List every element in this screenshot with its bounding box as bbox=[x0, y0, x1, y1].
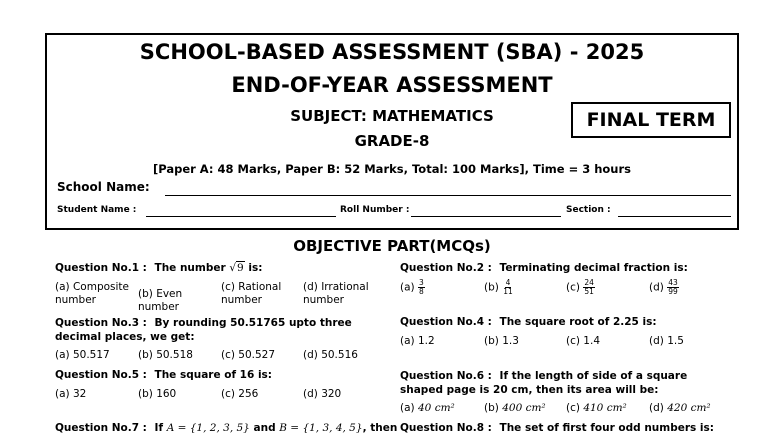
question-label: Question No.7 : bbox=[55, 422, 147, 434]
q5-option-c[interactable]: (c) 256 bbox=[221, 388, 259, 400]
roll-number-field[interactable] bbox=[411, 216, 561, 217]
q3-option-d[interactable]: (d) 50.516 bbox=[303, 349, 358, 361]
question-label: Question No.6 : bbox=[400, 370, 492, 382]
marks-line: [Paper A: 48 Marks, Paper B: 52 Marks, Total: 100 Marks], Time = 3 hours bbox=[152, 162, 632, 176]
student-name-label: Student Name : bbox=[57, 205, 137, 215]
school-name-field[interactable] bbox=[165, 195, 731, 196]
q4-option-a[interactable]: (a) 1.2 bbox=[400, 335, 435, 347]
option-prefix: (c) bbox=[566, 402, 580, 414]
q6-option-b[interactable] bbox=[484, 402, 546, 415]
question-text: , then bbox=[362, 422, 398, 434]
numerator: 24 bbox=[584, 278, 594, 287]
option-value: 420 bbox=[667, 402, 688, 414]
q3-option-b[interactable]: (b) 50.518 bbox=[138, 349, 193, 361]
question-text: Terminating decimal fraction is: bbox=[499, 262, 688, 274]
q1-option-b[interactable]: (b) Even number bbox=[138, 288, 183, 313]
option-value: 410 bbox=[583, 402, 604, 414]
question-4 bbox=[400, 316, 657, 328]
option-prefix: (b) bbox=[484, 402, 499, 414]
question-1 bbox=[55, 262, 262, 274]
question-text: The square root of 2.25 is: bbox=[499, 316, 657, 328]
fraction bbox=[667, 279, 679, 296]
option-prefix: (d) bbox=[649, 402, 664, 414]
question-label: Question No.1 : bbox=[55, 262, 147, 274]
question-text: If bbox=[154, 422, 164, 434]
question-text: The number bbox=[154, 262, 226, 274]
set-a: A = {1, 2, 3, 5} bbox=[166, 422, 250, 434]
q2-option-a[interactable] bbox=[400, 279, 425, 296]
question-label: Question No.8 : bbox=[400, 422, 492, 434]
denominator: 11 bbox=[503, 287, 513, 296]
question-label: Question No.2 : bbox=[400, 262, 492, 274]
option-unit: cm² bbox=[690, 402, 711, 414]
q1-option-a[interactable]: (a) Composite number bbox=[55, 281, 130, 306]
fraction bbox=[418, 279, 425, 296]
q2-option-b[interactable] bbox=[484, 279, 514, 296]
student-name-field[interactable] bbox=[146, 216, 336, 217]
sqrt-expression: √9 bbox=[229, 262, 244, 274]
section-field[interactable] bbox=[618, 216, 731, 217]
question-8 bbox=[400, 422, 714, 434]
q5-option-b[interactable]: (b) 160 bbox=[138, 388, 177, 400]
option-value: 400 bbox=[502, 402, 523, 414]
option-prefix: (d) bbox=[649, 281, 664, 294]
q4-option-d[interactable]: (d) 1.5 bbox=[649, 335, 684, 347]
fraction bbox=[502, 279, 514, 296]
section-label: Section : bbox=[566, 205, 611, 215]
q5-option-a[interactable]: (a) 32 bbox=[55, 388, 87, 400]
fraction bbox=[583, 279, 595, 296]
q1-option-d[interactable]: (d) Irrational number bbox=[303, 281, 369, 306]
option-prefix: (a) bbox=[400, 281, 415, 294]
q3-option-c[interactable]: (c) 50.527 bbox=[221, 349, 276, 361]
q2-option-c[interactable] bbox=[566, 279, 595, 296]
option-prefix: (a) bbox=[400, 402, 415, 414]
question-text: and bbox=[253, 422, 276, 434]
option-unit: cm² bbox=[525, 402, 546, 414]
q6-option-a[interactable] bbox=[400, 402, 455, 415]
numerator: 43 bbox=[668, 278, 678, 287]
option-prefix: (c) bbox=[566, 281, 580, 294]
question-label: Question No.4 : bbox=[400, 316, 492, 328]
question-7 bbox=[55, 422, 397, 434]
school-name-label: School Name: bbox=[57, 180, 150, 194]
question-text: By rounding 50.51765 upto three decimal places, we get: bbox=[55, 317, 352, 343]
q3-option-a[interactable]: (a) 50.517 bbox=[55, 349, 110, 361]
question-text: The set of first four odd numbers is: bbox=[499, 422, 714, 434]
denominator: 99 bbox=[668, 287, 678, 296]
grade-line: GRADE-8 bbox=[354, 132, 430, 150]
question-label: Question No.3 : bbox=[55, 317, 147, 329]
question-text: If the length of side of a square shaped page is 20 cm, then its area will be: bbox=[400, 370, 688, 396]
option-unit: cm² bbox=[606, 402, 627, 414]
option-unit: cm² bbox=[434, 402, 455, 414]
q1-option-c[interactable]: (c) Rational number bbox=[221, 281, 282, 306]
final-term-badge: FINAL TERM bbox=[571, 102, 731, 138]
subject-line: SUBJECT: MATHEMATICS bbox=[290, 107, 494, 125]
q4-option-b[interactable]: (b) 1.3 bbox=[484, 335, 519, 347]
assessment-subtitle: END-OF-YEAR ASSESSMENT bbox=[231, 73, 553, 97]
option-prefix: (b) bbox=[484, 281, 499, 294]
assessment-title: SCHOOL-BASED ASSESSMENT (SBA) - 2025 bbox=[139, 40, 645, 64]
question-text: is: bbox=[248, 262, 263, 274]
q2-option-d[interactable] bbox=[649, 279, 679, 296]
question-6 bbox=[400, 369, 730, 397]
denominator: 8 bbox=[418, 287, 424, 296]
numerator: 4 bbox=[505, 278, 511, 287]
question-5 bbox=[55, 369, 272, 381]
roll-number-label: Roll Number : bbox=[340, 205, 410, 215]
denominator: 51 bbox=[584, 287, 594, 296]
option-value: 40 bbox=[417, 402, 432, 414]
set-b: B = {1, 3, 4, 5} bbox=[279, 422, 363, 434]
q6-option-d[interactable] bbox=[649, 402, 711, 415]
question-text: The square of 16 is: bbox=[154, 369, 272, 381]
section-title: OBJECTIVE PART(MCQs) bbox=[293, 237, 491, 255]
numerator: 3 bbox=[418, 278, 424, 287]
question-3 bbox=[55, 316, 385, 344]
question-label: Question No.5 : bbox=[55, 369, 147, 381]
q4-option-c[interactable]: (c) 1.4 bbox=[566, 335, 601, 347]
q5-option-d[interactable]: (d) 320 bbox=[303, 388, 342, 400]
q6-option-c[interactable] bbox=[566, 402, 627, 415]
radicand: 9 bbox=[237, 262, 244, 274]
question-2 bbox=[400, 262, 688, 274]
